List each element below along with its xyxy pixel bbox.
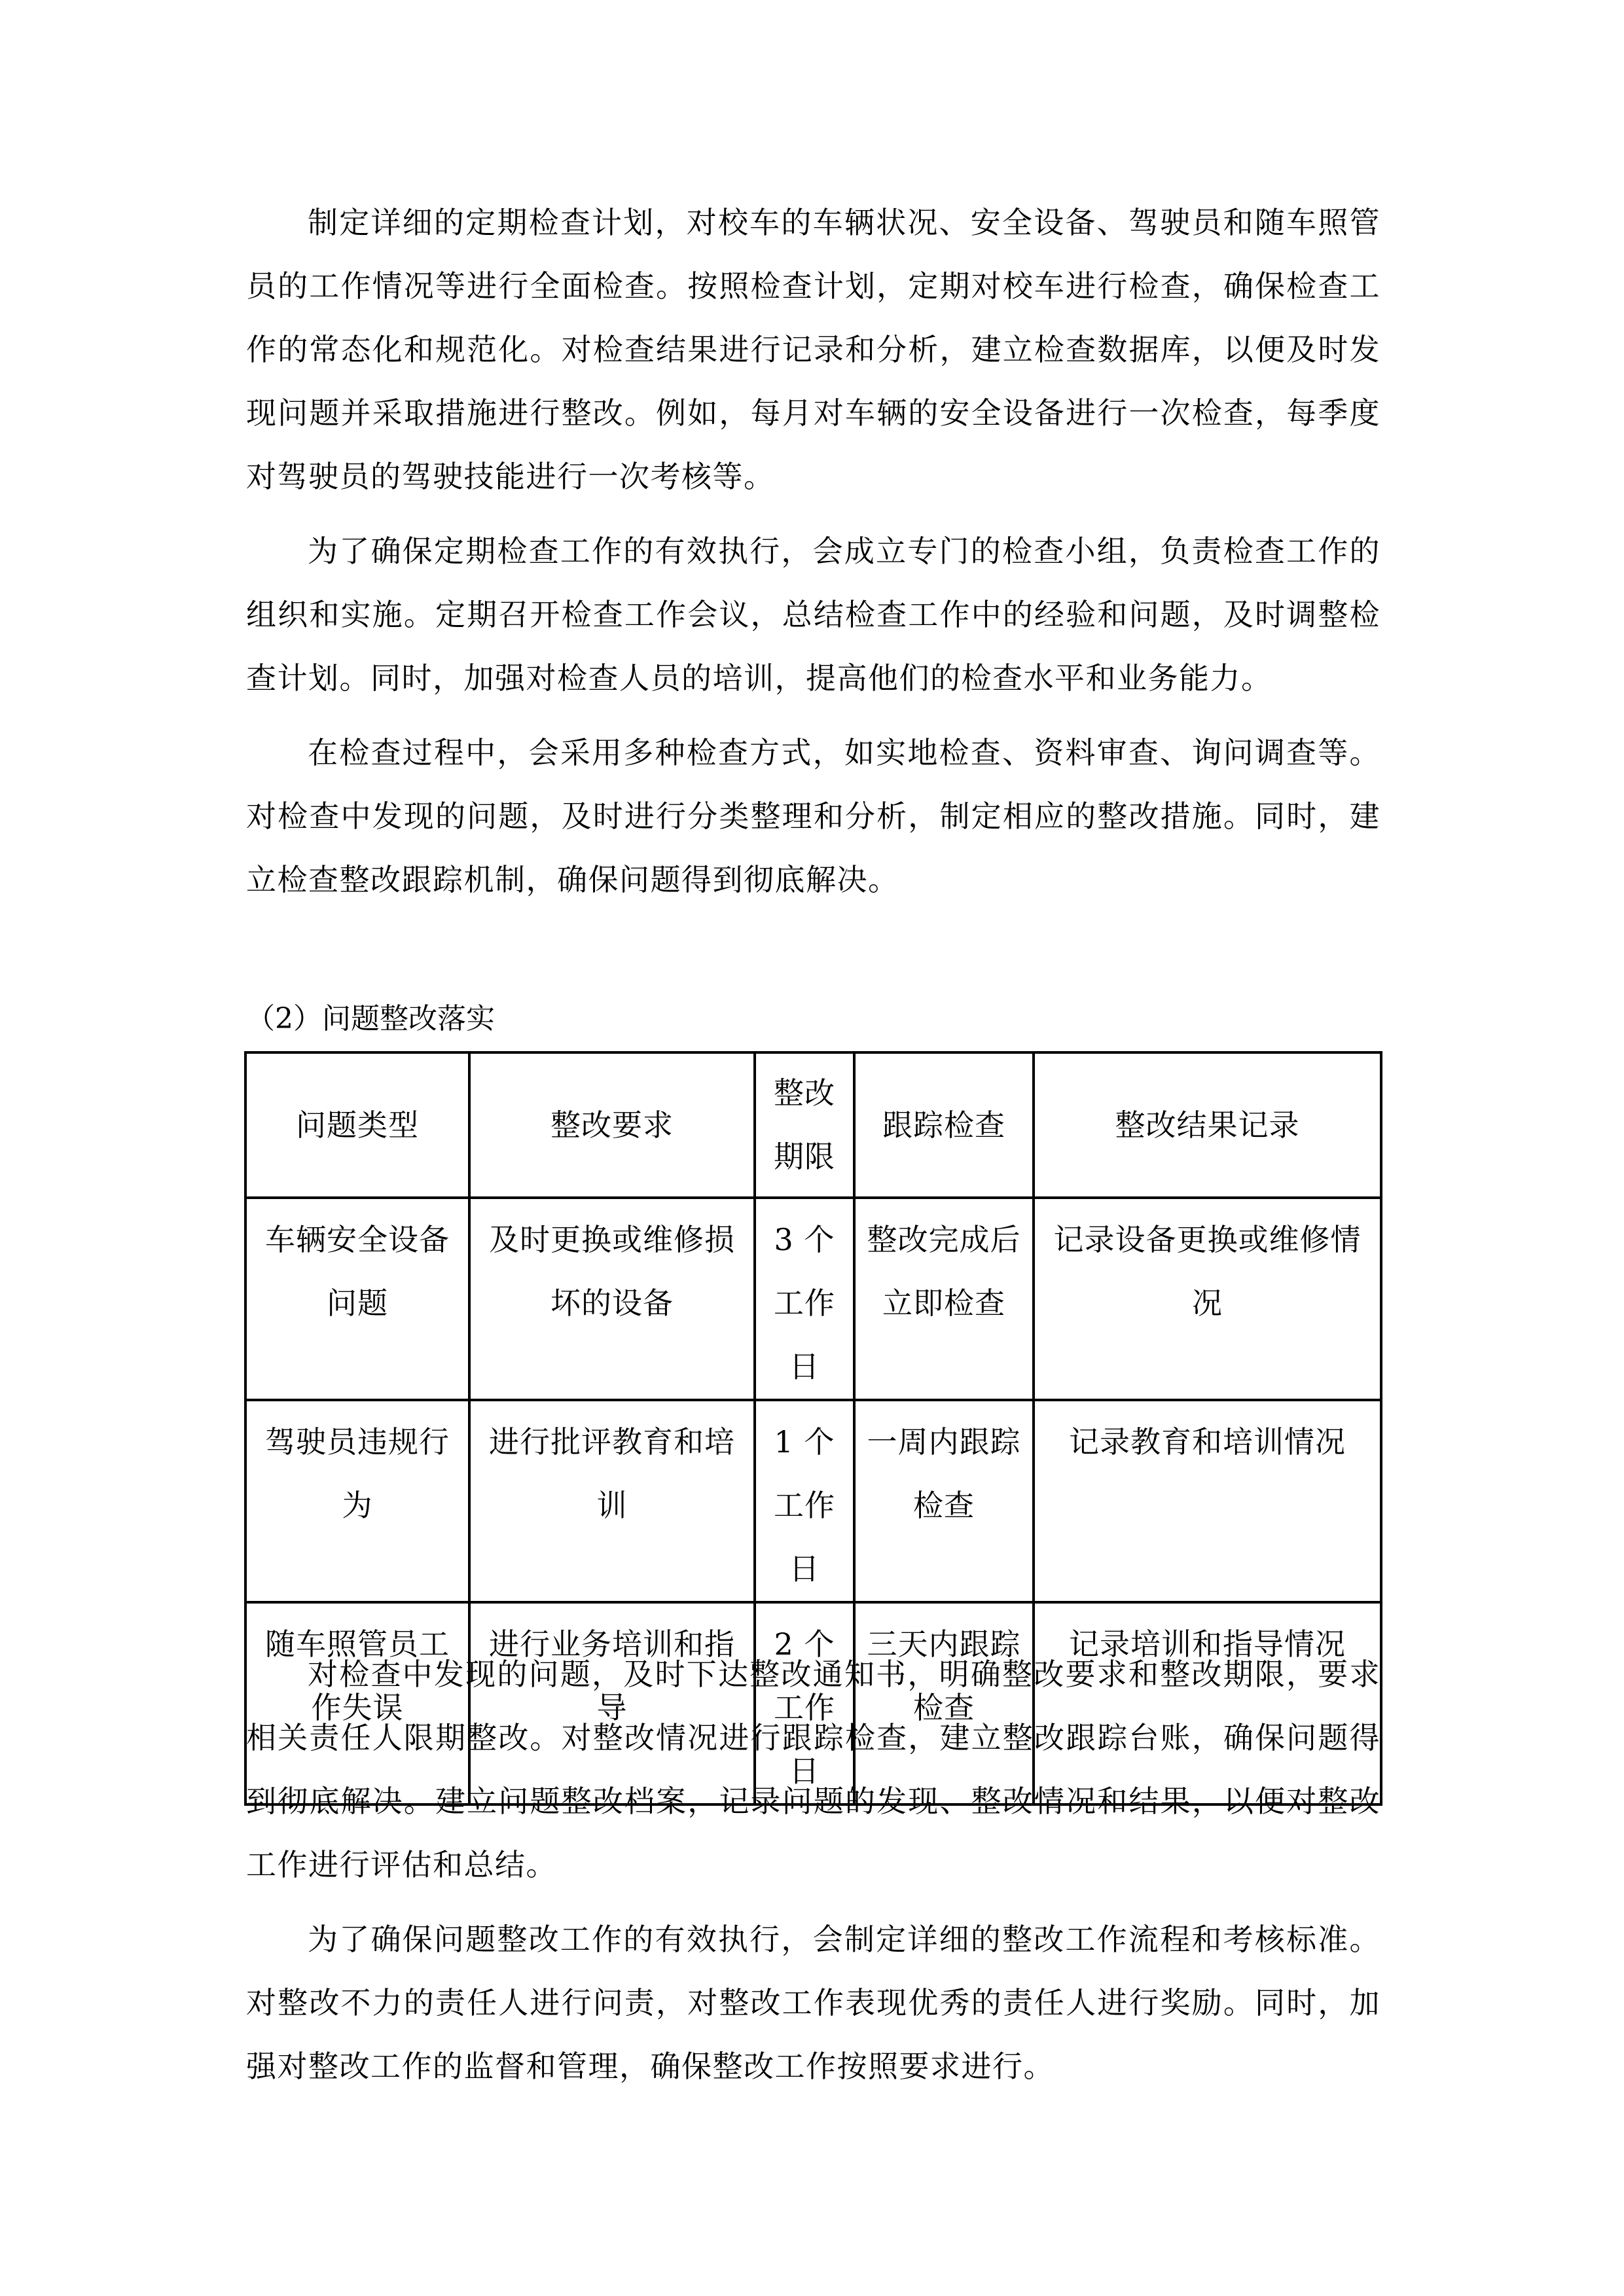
cell-deadline: 3 个工作日 xyxy=(755,1198,854,1400)
body-after-table xyxy=(246,1643,1380,2098)
cell-requirement: 进行业务培训和指导 xyxy=(469,1602,755,1804)
header-problem-type: 问题类型 xyxy=(245,1052,469,1198)
cell-requirement: 及时更换或维修损坏的设备 xyxy=(469,1198,755,1400)
header-requirement: 整改要求 xyxy=(469,1052,755,1198)
paragraph-rectification-notice: 对检查中发现的问题，及时下达整改通知书，明确整改要求和整改期限，要求相关责任人限期整改。对整改情况进行跟踪检查，建立整改跟踪台账，确保问题得到彻底解决。建立问题整改档案，记录问题的发现、整改情况和结果，以便对整改工作进行评估和总结。 xyxy=(246,1657,1380,1882)
paragraph-inspection-methods: 在检查过程中，会采用多种检查方式，如实地检查、资料审查、询问调查等。对检查中发现的问题，及时进行分类整理和分析，制定相应的整改措施。同时，建立检查整改跟踪机制，确保问题得到彻底解决。 xyxy=(246,735,1380,897)
cell-result-record: 记录教育和培训情况 xyxy=(1034,1400,1381,1602)
section-heading: （2）问题整改落实 xyxy=(246,1002,495,1035)
cell-follow-up: 一周内跟踪检查 xyxy=(854,1400,1034,1602)
cell-follow-up: 整改完成后立即检查 xyxy=(854,1198,1034,1400)
paragraph-inspection-team: 为了确保定期检查工作的有效执行，会成立专门的检查小组，负责检查工作的组织和实施。定期召开检查工作会议，总结检查工作中的经验和问题，及时调整检查计划。同时，加强对检查人员的培训，提高他们的检查水平和业务能力。 xyxy=(246,533,1380,696)
cell-problem-type: 随车照管员工作失误 xyxy=(245,1602,469,1804)
body-before-table xyxy=(246,191,1380,912)
cell-deadline: 2 个工作日 xyxy=(755,1602,854,1804)
header-result-record: 整改结果记录 xyxy=(1034,1052,1381,1198)
header-deadline: 整改期限 xyxy=(755,1052,854,1198)
cell-requirement: 进行批评教育和培训 xyxy=(469,1400,755,1602)
cell-problem-type: 驾驶员违规行为 xyxy=(245,1400,469,1602)
table-row xyxy=(245,1400,1381,1602)
cell-follow-up: 三天内跟踪检查 xyxy=(854,1602,1034,1804)
table-header-row xyxy=(245,1052,1381,1198)
paragraph-rectification-process: 为了确保问题整改工作的有效执行，会制定详细的整改工作流程和考核标准。对整改不力的责任人进行问责，对整改工作表现优秀的责任人进行奖励。同时，加强对整改工作的监督和管理，确保整改工作按照要求进行。 xyxy=(246,1922,1380,2084)
header-follow-up: 跟踪检查 xyxy=(854,1052,1034,1198)
cell-result-record: 记录培训和指导情况 xyxy=(1034,1602,1381,1804)
cell-result-record: 记录设备更换或维修情况 xyxy=(1034,1198,1381,1400)
cell-deadline: 1 个工作日 xyxy=(755,1400,854,1602)
table-row xyxy=(245,1198,1381,1400)
paragraph-inspection-plan: 制定详细的定期检查计划，对校车的车辆状况、安全设备、驾驶员和随车照管员的工作情况等进行全面检查。按照检查计划，定期对校车进行检查，确保检查工作的常态化和规范化。对检查结果进行记录和分析，建立检查数据库，以便及时发现问题并采取措施进行整改。例如，每月对车辆的安全设备进行一次检查，每季度对驾驶员的驾驶技能进行一次考核等。 xyxy=(246,205,1380,494)
cell-problem-type: 车辆安全设备问题 xyxy=(245,1198,469,1400)
